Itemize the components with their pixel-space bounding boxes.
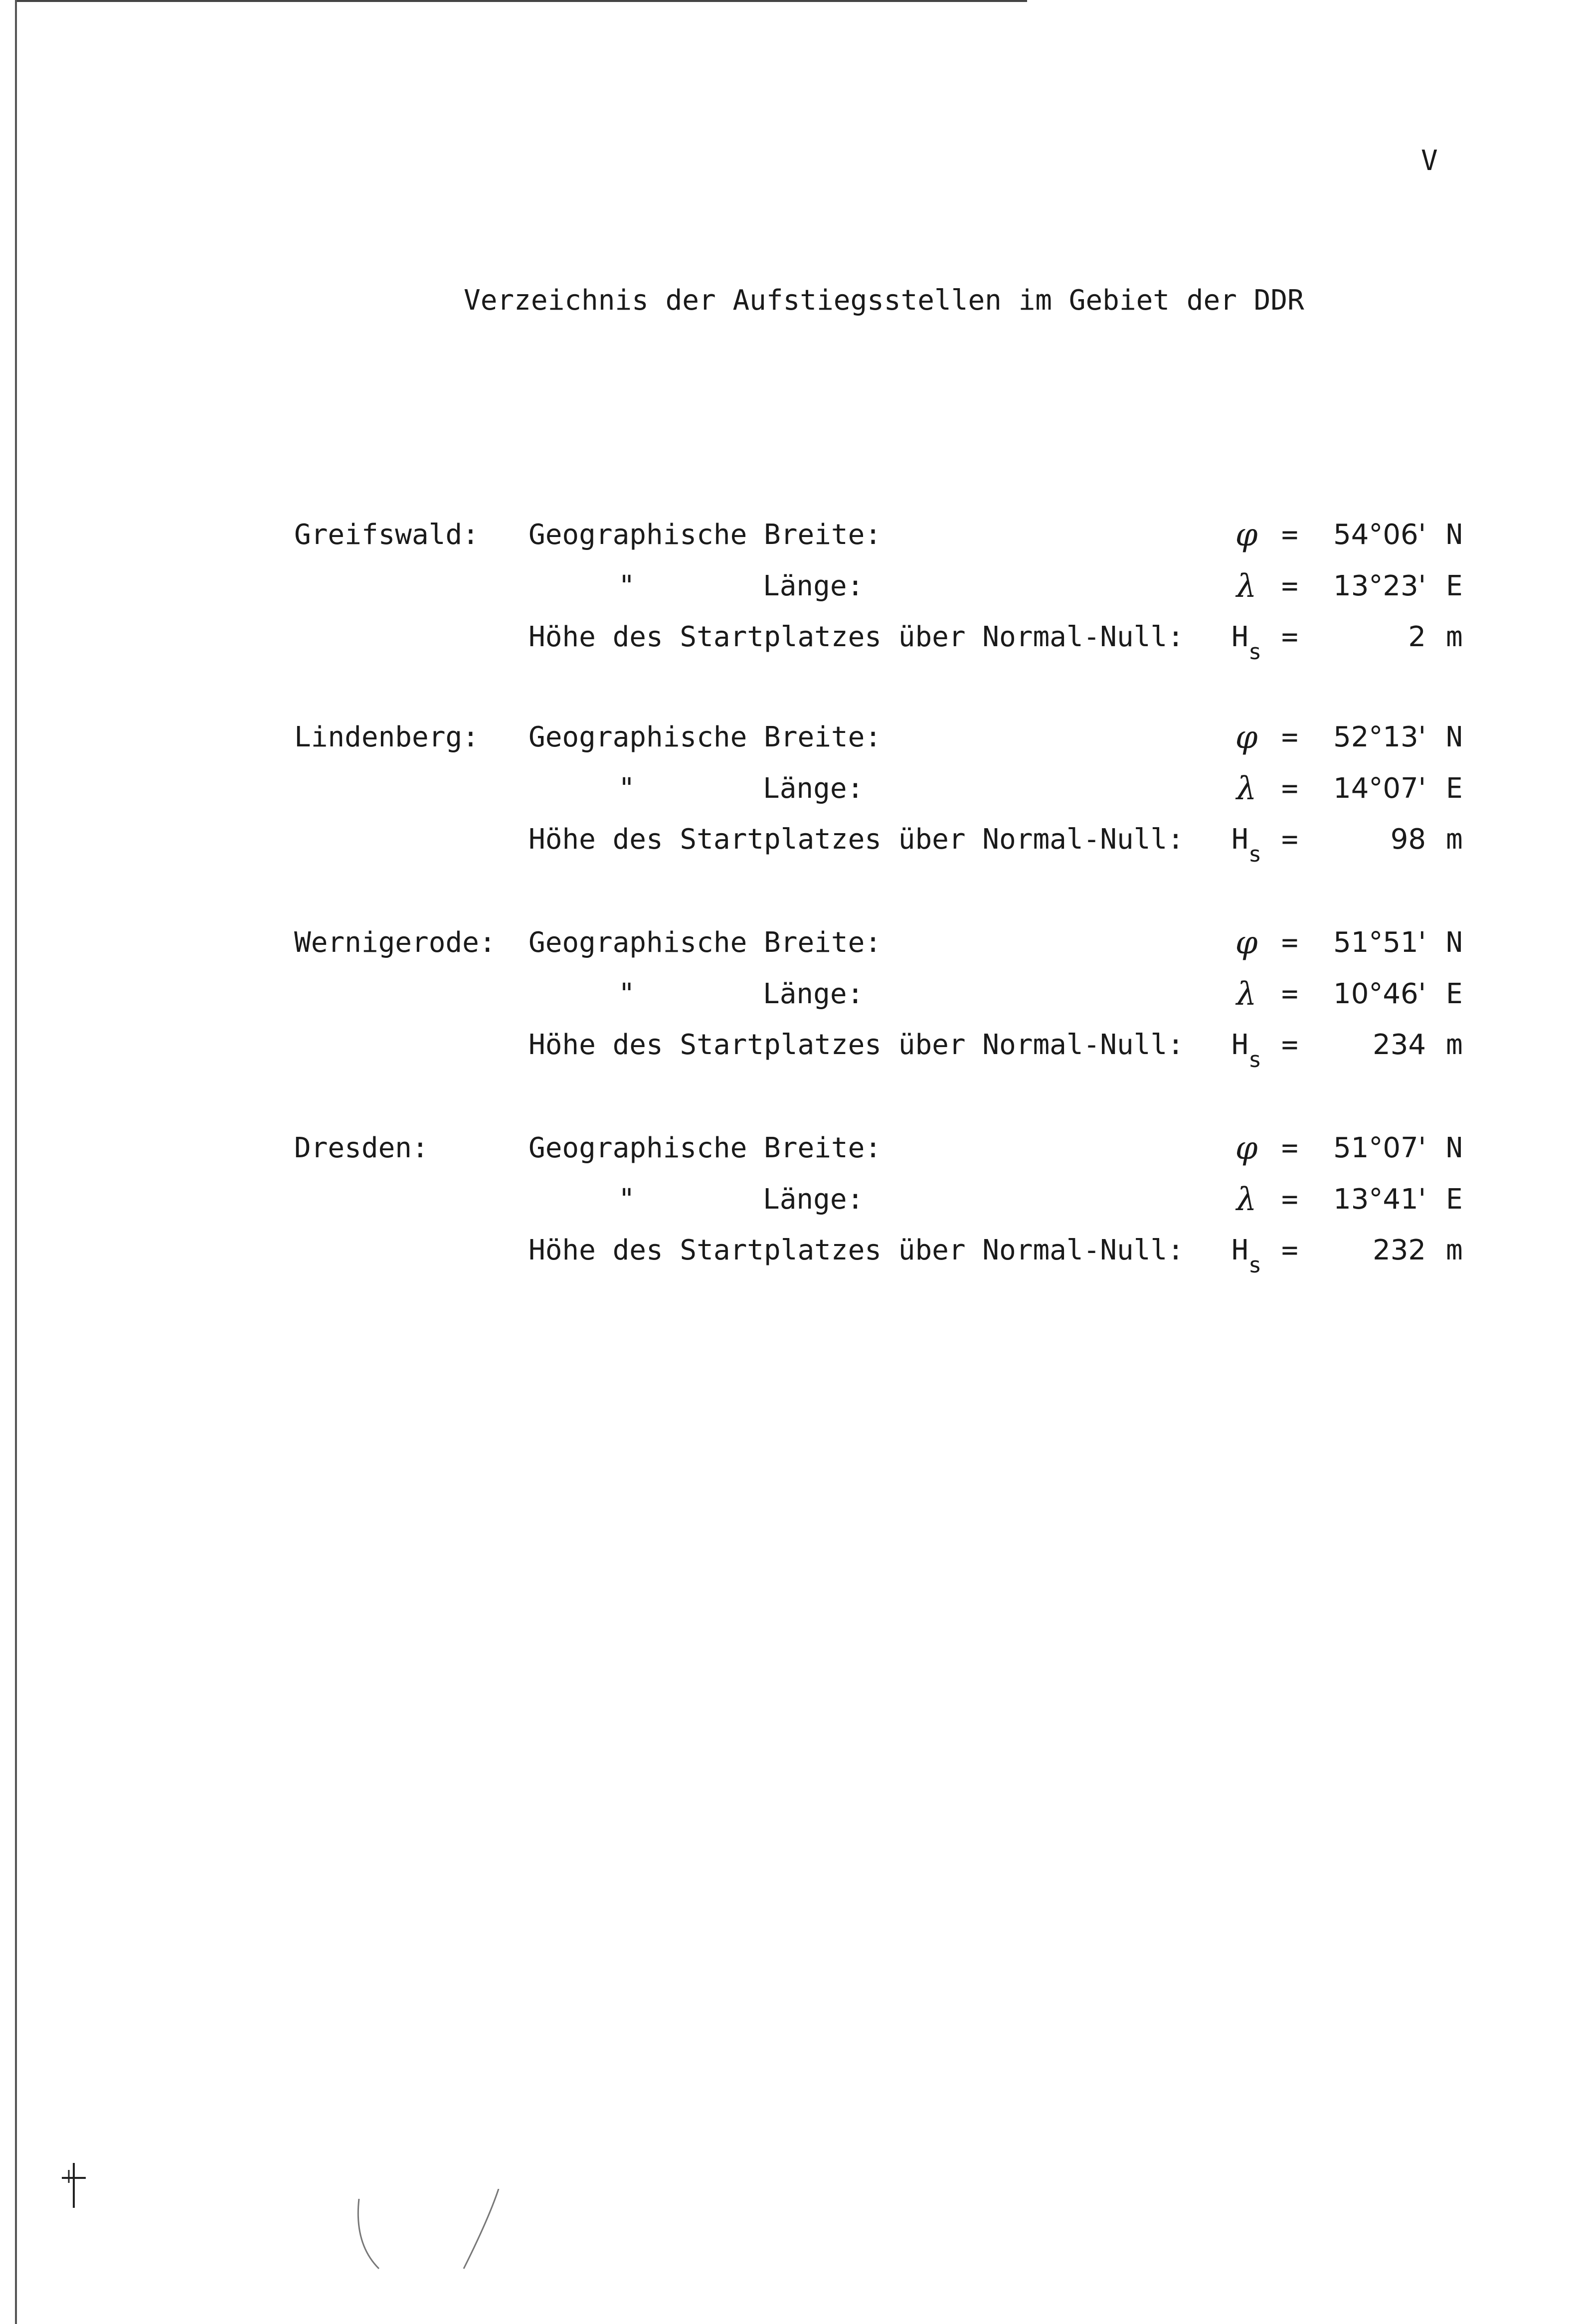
equals-sign: = xyxy=(1281,823,1298,856)
h-symbol xyxy=(1232,823,1261,867)
equals-sign: = xyxy=(1281,1183,1298,1216)
phi-symbol: φ xyxy=(1235,719,1258,756)
ditto-mark: " xyxy=(618,772,635,805)
h-letter: H xyxy=(1232,823,1248,856)
breite-label: Geographische Breite: xyxy=(529,721,882,753)
breite-row xyxy=(0,1132,1590,1172)
breite-label: Geographische Breite: xyxy=(529,1132,882,1164)
hoehe-unit: m xyxy=(1446,1234,1463,1266)
h-subscript: s xyxy=(1248,1047,1262,1073)
breite-unit: N xyxy=(1446,519,1463,551)
ditto-mark: " xyxy=(618,570,635,602)
h-subscript: s xyxy=(1248,639,1262,665)
h-subscript: s xyxy=(1248,1252,1262,1278)
station-name: Greifswald: xyxy=(294,519,479,551)
station-block-dresden xyxy=(0,1132,1590,1331)
ditto-mark: " xyxy=(618,978,635,1010)
hoehe-value: 232 xyxy=(1373,1234,1426,1266)
equals-sign: = xyxy=(1281,1234,1298,1266)
hoehe-label: Höhe des Startplatzes über Normal-Null: xyxy=(529,1029,1184,1061)
h-letter: H xyxy=(1232,621,1248,653)
page-title: Verzeichnis der Aufstiegsstellen im Gebiet der DDR xyxy=(464,284,1304,317)
laenge-row xyxy=(0,978,1590,1018)
laenge-label: Länge: xyxy=(763,570,864,602)
phi-symbol: φ xyxy=(1235,924,1258,961)
laenge-unit: E xyxy=(1446,1183,1463,1216)
equals-sign: = xyxy=(1281,926,1298,959)
lambda-symbol: λ xyxy=(1236,976,1257,1013)
station-block-lindenberg xyxy=(0,721,1590,920)
hoehe-row xyxy=(0,1234,1590,1278)
hoehe-unit: m xyxy=(1446,1029,1463,1061)
hoehe-label: Höhe des Startplatzes über Normal-Null: xyxy=(529,1234,1184,1266)
h-symbol xyxy=(1232,621,1261,665)
breite-value: 51°07' xyxy=(1333,1132,1426,1164)
hoehe-label: Höhe des Startplatzes über Normal-Null: xyxy=(529,823,1184,856)
equals-sign: = xyxy=(1281,1132,1298,1164)
breite-label: Geographische Breite: xyxy=(529,926,882,959)
hoehe-unit: m xyxy=(1446,621,1463,653)
h-subscript: s xyxy=(1248,842,1262,867)
equals-sign: = xyxy=(1281,721,1298,753)
hoehe-value: 2 xyxy=(1408,621,1426,653)
laenge-label: Länge: xyxy=(763,772,864,805)
equals-sign: = xyxy=(1281,621,1298,653)
breite-value: 54°06' xyxy=(1333,519,1426,551)
equals-sign: = xyxy=(1281,978,1298,1010)
laenge-unit: E xyxy=(1446,978,1463,1010)
phi-symbol: φ xyxy=(1235,1130,1258,1167)
breite-unit: N xyxy=(1446,721,1463,753)
laenge-row xyxy=(0,570,1590,610)
hoehe-row xyxy=(0,621,1590,665)
hoehe-row xyxy=(0,1029,1590,1073)
station-name: Wernigerode: xyxy=(294,926,496,959)
margin-mark-icon xyxy=(59,2163,89,2208)
breite-value: 51°51' xyxy=(1333,926,1426,959)
lambda-symbol: λ xyxy=(1236,1181,1257,1218)
page-top-edge xyxy=(15,0,1027,2)
laenge-unit: E xyxy=(1446,570,1463,602)
laenge-value: 14°07' xyxy=(1333,772,1426,805)
hoehe-label: Höhe des Startplatzes über Normal-Null: xyxy=(529,621,1184,653)
station-name: Lindenberg: xyxy=(294,721,479,753)
breite-row xyxy=(0,519,1590,558)
hoehe-unit: m xyxy=(1446,823,1463,856)
hoehe-value: 234 xyxy=(1373,1029,1426,1061)
laenge-label: Länge: xyxy=(763,1183,864,1216)
ditto-mark: " xyxy=(618,1183,635,1216)
equals-sign: = xyxy=(1281,772,1298,805)
laenge-value: 13°41' xyxy=(1333,1183,1426,1216)
hoehe-row xyxy=(0,823,1590,867)
laenge-label: Länge: xyxy=(763,978,864,1010)
station-block-wernigerode xyxy=(0,926,1590,1126)
station-name: Dresden: xyxy=(294,1132,429,1164)
breite-unit: N xyxy=(1446,926,1463,959)
equals-sign: = xyxy=(1281,1029,1298,1061)
laenge-row xyxy=(0,1183,1590,1223)
breite-row xyxy=(0,926,1590,966)
h-letter: H xyxy=(1232,1029,1248,1061)
laenge-value: 10°46' xyxy=(1333,978,1426,1010)
laenge-row xyxy=(0,772,1590,812)
breite-value: 52°13' xyxy=(1333,721,1426,753)
lambda-symbol: λ xyxy=(1236,568,1257,605)
lambda-symbol: λ xyxy=(1236,770,1257,807)
equals-sign: = xyxy=(1281,570,1298,602)
phi-symbol: φ xyxy=(1235,517,1258,553)
h-letter: H xyxy=(1232,1234,1248,1266)
breite-unit: N xyxy=(1446,1132,1463,1164)
station-block-greifswald xyxy=(0,519,1590,718)
breite-row xyxy=(0,721,1590,761)
equals-sign: = xyxy=(1281,519,1298,551)
h-symbol xyxy=(1232,1234,1261,1278)
hoehe-value: 98 xyxy=(1390,823,1426,856)
page-number: V xyxy=(1421,145,1438,177)
laenge-value: 13°23' xyxy=(1333,570,1426,602)
breite-label: Geographische Breite: xyxy=(529,519,882,551)
pencil-stroke-icon xyxy=(349,2189,509,2289)
laenge-unit: E xyxy=(1446,772,1463,805)
h-symbol xyxy=(1232,1029,1261,1073)
